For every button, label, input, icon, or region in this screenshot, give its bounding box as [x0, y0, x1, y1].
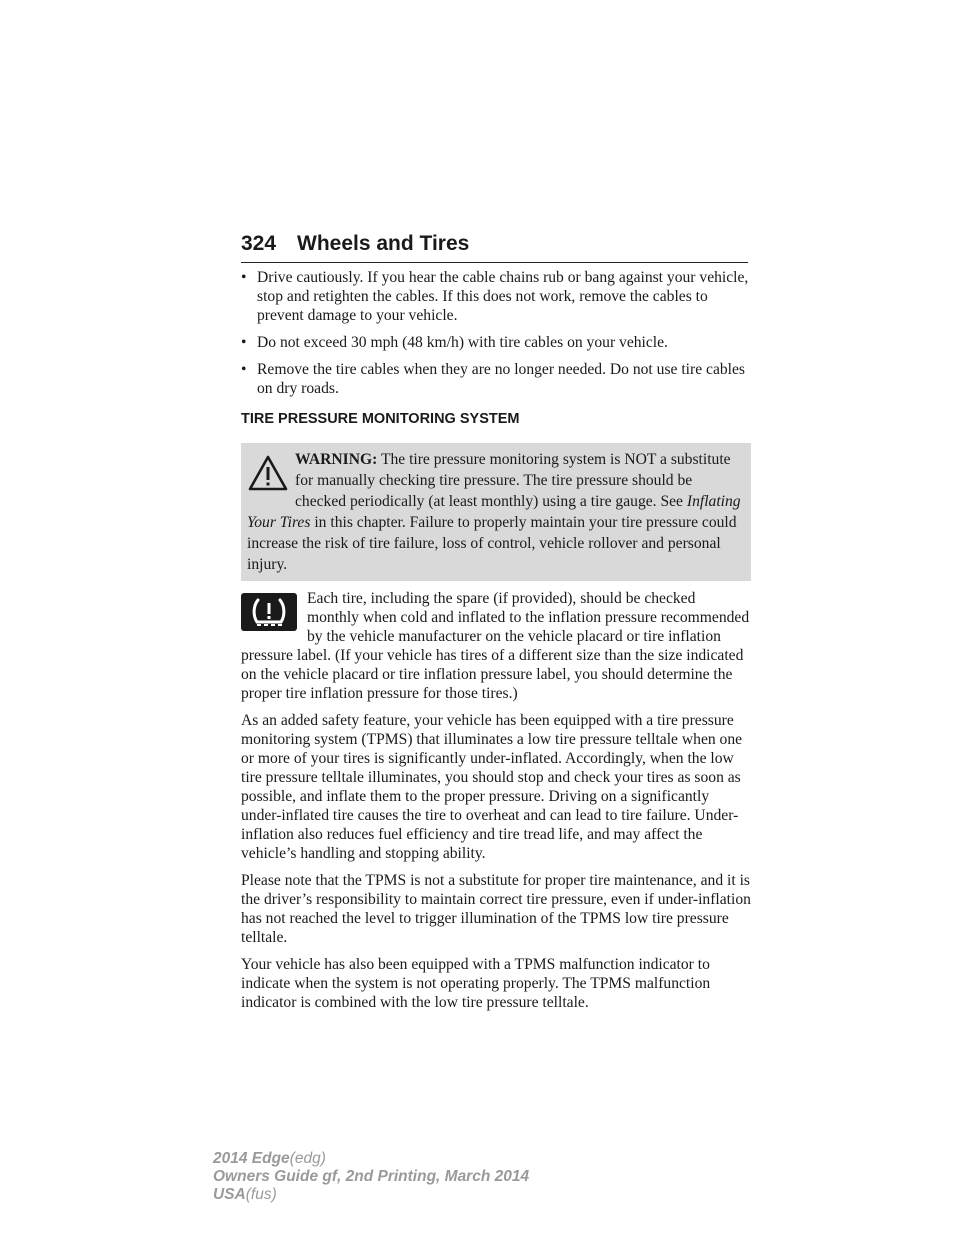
footer-model: 2014 Edge [213, 1150, 290, 1167]
paragraph: Each tire, including the spare (if provided), should be checked monthly when cold and inflated to the inflation pressure recommended by the vehicle manufacturer on the vehicle placard or tire inflation pressure label. (If your vehicle has tires of a different size than the size indicated on the vehicle placard or tire inflation pressure label, you should determine the proper tire inflation pressure for those tires.) [241, 590, 750, 702]
bullet-text: Drive cautiously. If you hear the cable chains rub or bang against your vehicle, stop and retighten the cables. If this does not work, remove the cables to prevent damage to your vehicle. [257, 269, 749, 324]
warning-text-continued: in this chapter. Failure to properly maintain your tire pressure could increase the risk of tire failure, loss of control, vehicle rollover and personal injury. [247, 514, 737, 573]
tire-pressure-telltale-icon [241, 593, 297, 631]
bullet-glyph: • [241, 361, 247, 378]
paragraph: As an added safety feature, your vehicle has been equipped with a tire pressure monitoring system (TPMS) that illuminates a low tire pressure telltale when one or more of your tires is significantly under-inflated. Accordingly, when the low tire pressure telltale illuminates, you should stop and check your tires as soon as possible, and inflate them to the proper pressure. Driving on a significantly under-inflated tire causes the tire to overheat and can lead to tire failure. Under-inflation also reduces fuel efficiency and tire tread life, and may affect the vehicle’s handling and stopping ability. [241, 712, 743, 862]
chapter-title: Wheels and Tires [297, 232, 470, 255]
footer-market-code: (fus) [245, 1186, 277, 1203]
page-content [241, 268, 751, 1020]
warning-box [241, 443, 751, 581]
paragraph: Your vehicle has also been equipped with a TPMS malfunction indicator to indicate when the system is not operating properly. The TPMS malfunction indicator is combined with the low tire pressure telltale. [241, 956, 711, 1011]
bullet-glyph: • [241, 269, 247, 286]
bullet-glyph: • [241, 334, 247, 351]
footer-market: USA [213, 1186, 246, 1203]
bullet-item [241, 268, 751, 325]
warning-label: WARNING: [295, 451, 378, 468]
tpms-intro [241, 589, 751, 711]
section-title: TIRE PRESSURE MONITORING SYSTEM [241, 411, 520, 427]
page-header [241, 228, 748, 263]
bullet-text: Do not exceed 30 mph (48 km/h) with tire cables on your vehicle. [257, 334, 668, 351]
paragraph: Please note that the TPMS is not a substitute for proper tire maintenance, and it is the driver’s responsibility to maintain correct tire pressure, even if under-inflation has not reached the level to trigger illumination of the TPMS low tire pressure telltale. [241, 872, 751, 946]
page-number: 324 [241, 232, 277, 255]
warning-triangle-icon [247, 453, 289, 497]
bullet-item [241, 333, 751, 352]
document-footer [213, 1150, 529, 1204]
bullet-item [241, 360, 751, 398]
warning-text: The tire pressure monitoring system is NOT a substitute for manually checking tire pressure. The tire pressure should be checked periodically (at least monthly) using a tire gauge. See [295, 451, 731, 510]
footer-model-code: (edg) [289, 1150, 326, 1167]
footer-edition: Owners Guide gf, 2nd Printing, March 2014 [213, 1168, 530, 1185]
warning-reference: Inflating Your Tires [247, 493, 741, 531]
bullet-text: Remove the tire cables when they are no longer needed. Do not use tire cables on dry roads. [257, 361, 745, 397]
